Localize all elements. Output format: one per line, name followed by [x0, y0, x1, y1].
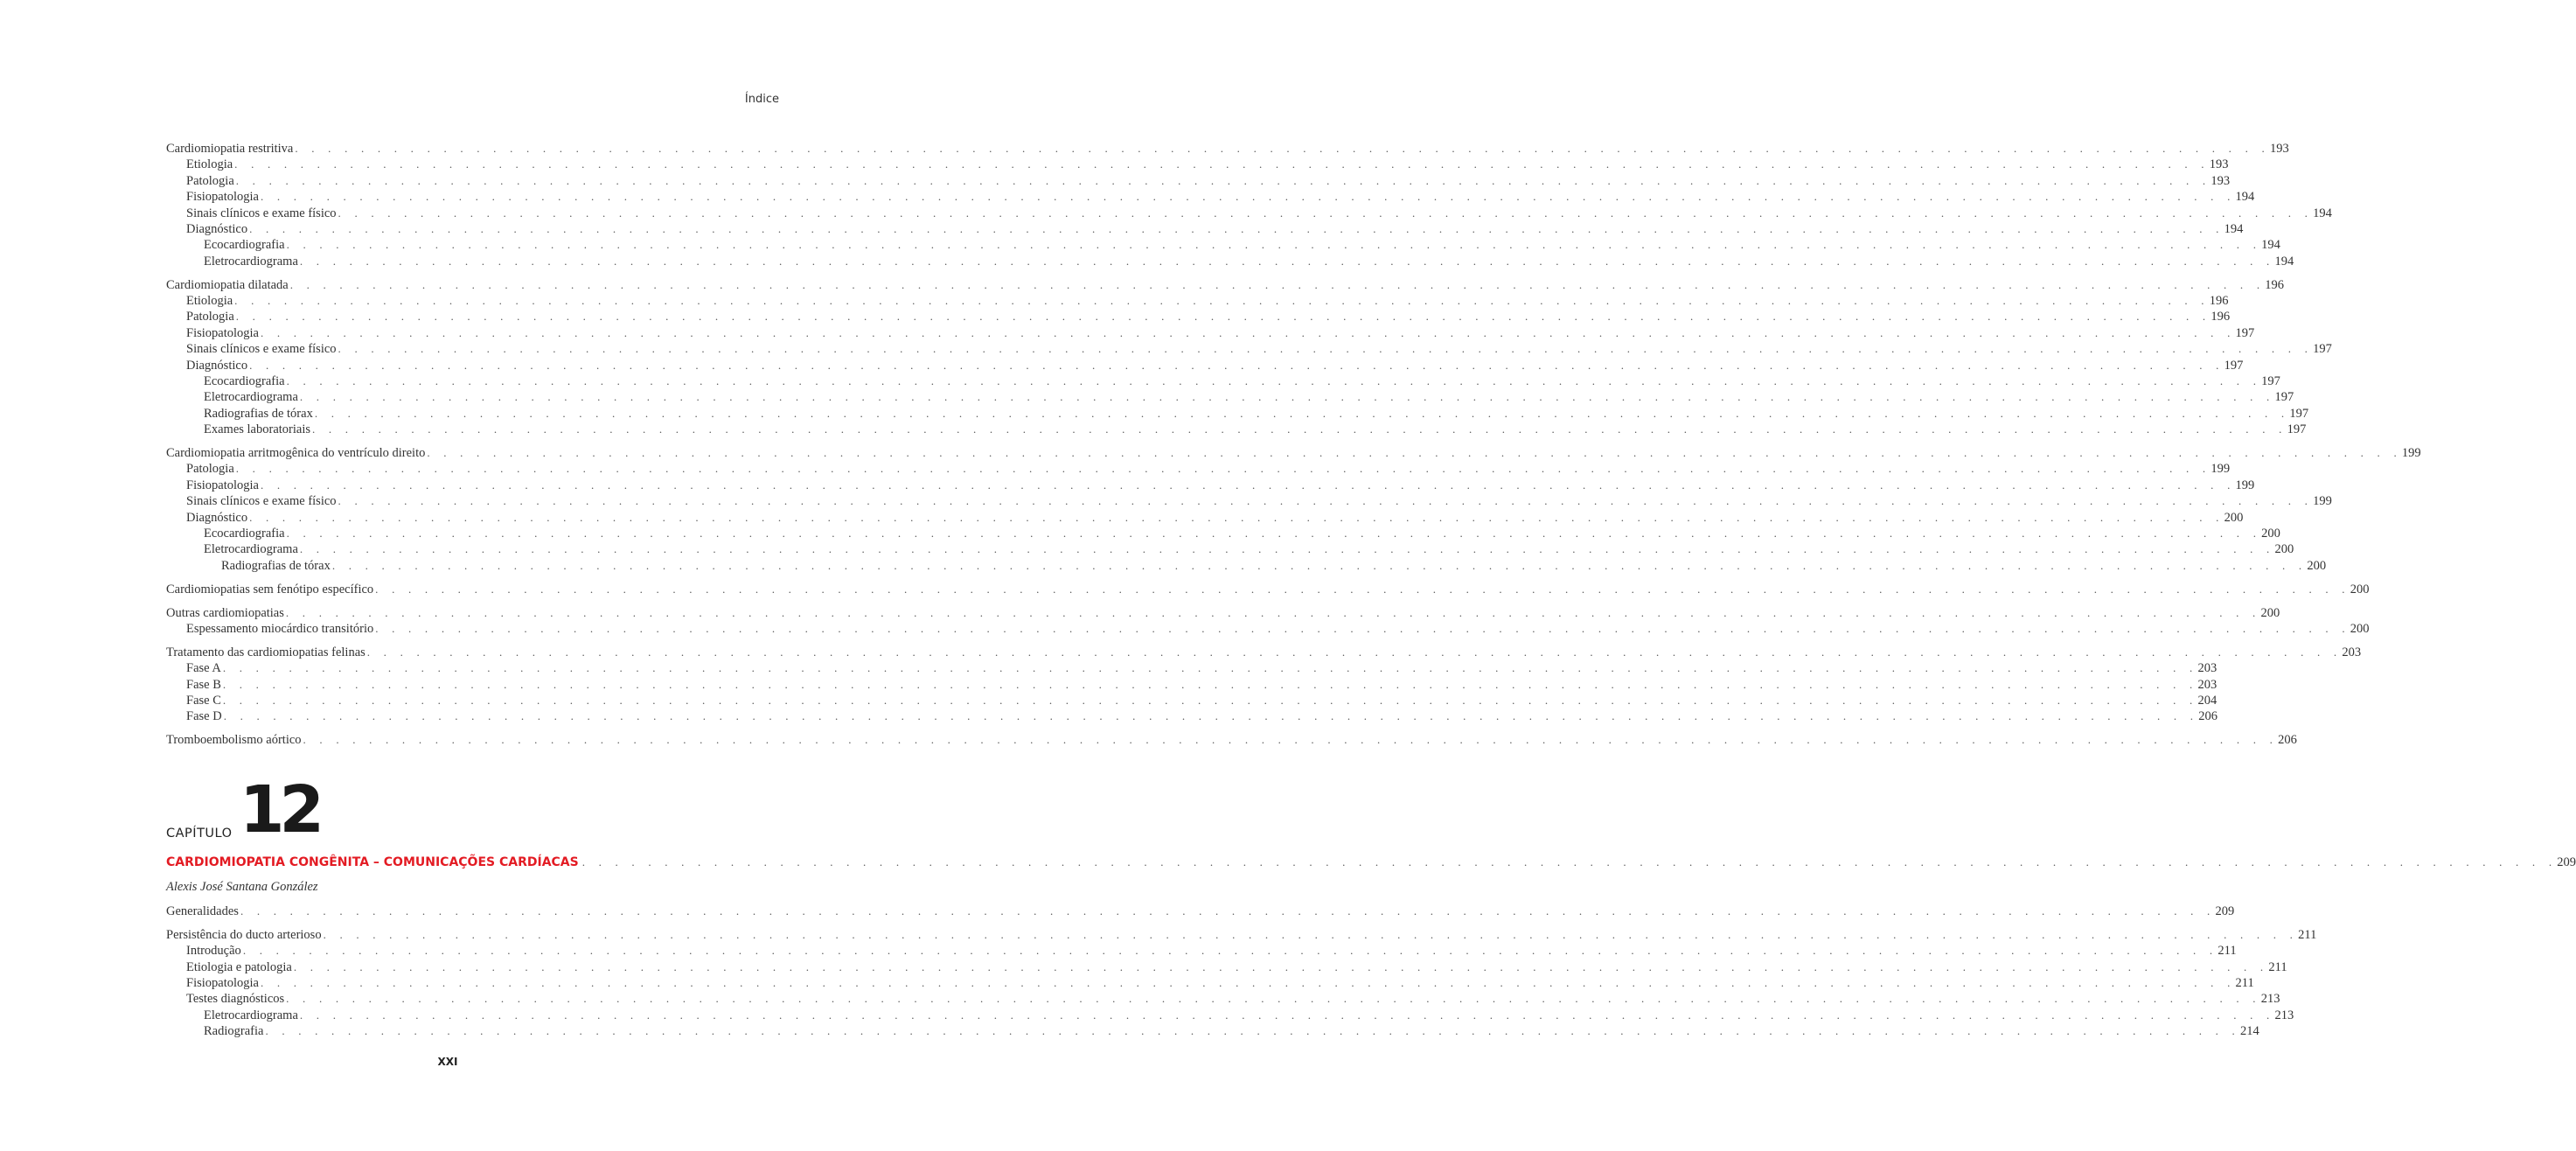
toc-entry-page: 194 [2224, 221, 2244, 236]
chapter-title-entry[interactable] [166, 855, 2576, 870]
toc-entry-page: 196 [2265, 277, 2285, 292]
toc-entry[interactable] [166, 975, 2254, 991]
dot-leader: . . . . . . . . . . . . . . . . . . . . . . . . . . . . . . . . . . . . . . . . . . . . . . . . . . . . . . . . . . . . . . . . . . . . . . . . . . . . . . . . . . . . . . . . . . . . . . . . . . . . . . . . . . . . . . . . . . . . . . . . [249, 358, 2224, 372]
toc-entry[interactable] [166, 927, 2317, 943]
toc-entry-page: 197 [2274, 390, 2294, 405]
toc-entry-label: Fisiopatologia [186, 976, 259, 991]
toc-entry[interactable] [166, 943, 2237, 959]
toc-entry[interactable] [166, 341, 2332, 357]
dot-leader: . . . . . . . . . . . . . . . . . . . . . . . . . . . . . . . . . . . . . . . . . . . . . . . . . . . . . . . . . . . . . . . . . . . . . . . . . . . . . . . . . . . . . . . . . . . . . . . . . . . . . . . . . . . . . . . . . . . . . . . . [260, 190, 2236, 204]
toc-group [166, 277, 2332, 438]
toc-entry[interactable] [166, 526, 2280, 541]
toc-entry-page: 197 [2261, 373, 2280, 388]
toc-entry-page: 203 [2342, 645, 2362, 659]
toc-entry[interactable] [166, 445, 2421, 461]
dot-leader: . . . . . . . . . . . . . . . . . . . . . . . . . . . . . . . . . . . . . . . . . . . . . . . . . . . . . . . . . . . . . . . . . . . . . . . . . . . . . . . . . . . . . . . . . . . . . . . . . . . . . . . . . . . . . . . . . . . . . . . . [331, 558, 2308, 572]
toc-group [166, 605, 2370, 638]
toc-entry[interactable] [166, 422, 2307, 437]
toc-entry-label: Fase A [186, 661, 221, 676]
toc-entry[interactable] [166, 358, 2244, 373]
dot-leader: . . . . . . . . . . . . . . . . . . . . . . . . . . . . . . . . . . . . . . . . . . . . . . . . . . . . . . . . . . . . . . . . . . . . . . . . . . . . . . . . . . . . . . . . . . . . . . . . . . . . . . . . . . . . . . . . . . . . . . . . [299, 254, 2275, 268]
toc-entry-page: 196 [2210, 310, 2231, 324]
dot-leader: . . . . . . . . . . . . . . . . . . . . . . . . . . . . . . . . . . . . . . . . . . . . . . . . . . . . . . . . . . . . . . . . . . . . . . . . . . . . . . . . . . . . . . . . . . . . . . . . . . . . . . . . . . . . . . . . . . . . . . . . [338, 206, 2314, 220]
dot-leader: . . . . . . . . . . . . . . . . . . . . . . . . . . . . . . . . . . . . . . . . . . . . . . . . . . . . . . . . . . . . . . . . . . . . . . . . . . . . . . . . . . . . . . . . . . . . . . . . . . . . . . . . . . . . . . . . . . . . . . . . [375, 621, 2350, 635]
toc-entry[interactable] [166, 406, 2309, 422]
dot-leader: . . . . . . . . . . . . . . . . . . . . . . . . . . . . . . . . . . . . . . . . . . . . . . . . . . . . . . . . . . . . . . . . . . . . . . . . . . . . . . . . . . . . . . . . . . . . . . . . . . . . . . . . . . . . . . . . . . . . . . . . [299, 1008, 2275, 1022]
toc-entry[interactable] [166, 558, 2327, 574]
page-folio: XXI [437, 1056, 458, 1068]
table-of-contents-bottom [166, 903, 2317, 1047]
dot-leader: . . . . . . . . . . . . . . . . . . . . . . . . . . . . . . . . . . . . . . . . . . . . . . . . . . . . . . . . . . . . . . . . . . . . . . . . . . . . . . . . . . . . . . . . . . . . . . . . . . . . . . . . . . . . . . . . . . . . . . . . [222, 694, 2198, 707]
toc-entry-label: Cardiomiopatias sem fenótipo específico [166, 582, 374, 596]
toc-entry-label: Ecocardiografia [204, 373, 285, 388]
toc-entry-page: 193 [2210, 173, 2231, 188]
toc-entry-label: Fase B [186, 677, 221, 692]
toc-entry-page: 213 [2260, 992, 2280, 1007]
toc-group [166, 582, 2370, 597]
toc-entry-page: 200 [2274, 542, 2294, 557]
dot-leader: . . . . . . . . . . . . . . . . . . . . . . . . . . . . . . . . . . . . . . . . . . . . . . . . . . . . . . . . . . . . . . . . . . . . . . . . . . . . . . . . . . . . . . . . . . . . . . . . . . . . . . . . . . . . . . . . . . . . . . . . [222, 661, 2198, 675]
chapter-title: CARDIOMIOPATIA CONGÊNITA – COMUNICAÇÕES CARDÍACAS [166, 855, 579, 869]
toc-group [166, 927, 2317, 1040]
toc-entry[interactable] [166, 373, 2280, 389]
toc-entry[interactable] [166, 582, 2370, 597]
toc-entry-label: Sinais clínicos e exame físico [186, 206, 337, 220]
toc-entry[interactable] [166, 206, 2332, 221]
dot-leader: . . . . . . . . . . . . . . . . . . . . . . . . . . . . . . . . . . . . . . . . . . . . . . . . . . . . . . . . . . . . . . . . . . . . . . . . . . . . . . . . . . . . . . . . . . . . . . . . . . . . . . . . . . . . . . . . . . . . . . . . [242, 944, 2218, 958]
toc-entry-page: 194 [2274, 254, 2294, 269]
toc-group [166, 445, 2421, 574]
toc-entry-label: Radiografia [204, 1024, 264, 1039]
dot-leader: . . . . . . . . . . . . . . . . . . . . . . . . . . . . . . . . . . . . . . . . . . . . . . . . . . . . . . . . . . . . . . . . . . . . . . . . . . . . . . . . . . . . . . . . . . . . . . . . . . . . . . . . . . . . . . . . . . . . . . . . [249, 221, 2224, 235]
toc-entry-label: Espessamento miocárdico transitório [186, 621, 374, 636]
toc-entry-label: Fisiopatologia [186, 190, 259, 205]
toc-entry[interactable] [166, 621, 2370, 637]
toc-entry-label: Etiologia [186, 294, 233, 309]
dot-leader: . . . . . . . . . . . . . . . . . . . . . . . . . . . . . . . . . . . . . . . . . . . . . . . . . . . . . . . . . . . . . . . . . . . . . . . . . . . . . . . . . . . . . . . . . . . . . . . . . . . . . . . . . . . . . . . . . . . . . . . . [260, 976, 2236, 990]
toc-entry-label: Tromboembolismo aórtico [166, 733, 302, 748]
toc-entry[interactable] [166, 325, 2255, 341]
toc-entry-page: 206 [2198, 709, 2217, 724]
toc-entry-page: 199 [2235, 478, 2255, 492]
toc-entry[interactable] [166, 189, 2255, 205]
toc-entry-label: Cardiomiopatia dilatada [166, 277, 289, 292]
toc-entry-label: Cardiomiopatia arritmogênica do ventrículo direito [166, 446, 426, 461]
toc-entry-label: Eletrocardiograma [204, 1008, 298, 1022]
toc-entry-page: 197 [2289, 406, 2309, 421]
toc-entry[interactable] [166, 991, 2280, 1007]
dot-leader: . . . . . . . . . . . . . . . . . . . . . . . . . . . . . . . . . . . . . . . . . . . . . . . . . . . . . . . . . . . . . . . . . . . . . . . . . . . . . . . . . . . . . . . . . . . . . . . . . . . . . . . . . . . . . . . . . . . . . . . . [234, 157, 2210, 171]
dot-leader: . . . . . . . . . . . . . . . . . . . . . . . . . . . . . . . . . . . . . . . . . . . . . . . . . . . . . . . . . . . . . . . . . . . . . . . . . . . . . . . . . . . . . . . . . . . . . . . . . . . . . . . . . . . . . . . . . . . . . . . . [289, 277, 2266, 291]
dot-leader: . . . . . . . . . . . . . . . . . . . . . . . . . . . . . . . . . . . . . . . . . . . . . . . . . . . . . . . . . . . . . . . . . . . . . . . . . . . . . . . . . . . . . . . . . . . . . . . . . . . . . . . . . . . . . . . . . . . . . . . . [235, 310, 2211, 324]
toc-entry-page: 200 [2224, 510, 2244, 525]
toc-entry-page: 211 [2235, 976, 2254, 991]
toc-entry-page: 199 [2401, 446, 2421, 461]
toc-entry-page: 206 [2278, 733, 2297, 748]
toc-entry-label: Patologia [186, 173, 234, 188]
dot-leader: . . . . . . . . . . . . . . . . . . . . . . . . . . . . . . . . . . . . . . . . . . . . . . . . . . . . . . . . . . . . . . . . . . . . . . . . . . . . . . . . . . . . . . . . . . . . . . . . . . . . . . . . . . . . . . . . . . . . . . . . [235, 462, 2211, 476]
toc-entry-page: 194 [2235, 190, 2255, 205]
toc-entry-page: 197 [2287, 422, 2307, 437]
toc-entry[interactable] [166, 237, 2280, 253]
toc-entry-label: Sinais clínicos e exame físico [186, 342, 337, 357]
toc-entry-page: 194 [2313, 206, 2332, 220]
toc-entry[interactable] [166, 309, 2231, 324]
dot-leader: . . . . . . . . . . . . . . . . . . . . . . . . . . . . . . . . . . . . . . . . . . . . . . . . . . . . . . . . . . . . . . . . . . . . . . . . . . . . . . . . . . . . . . . . . . . . . . . . . . . . . . . . . . . . . . . . . . . . . . . . [581, 855, 2558, 868]
toc-entry-page: 214 [2240, 1024, 2259, 1039]
chapter-label: CAPÍTULO [166, 827, 233, 841]
dot-leader: . . . . . . . . . . . . . . . . . . . . . . . . . . . . . . . . . . . . . . . . . . . . . . . . . . . . . . . . . . . . . . . . . . . . . . . . . . . . . . . . . . . . . . . . . . . . . . . . . . . . . . . . . . . . . . . . . . . . . . . . [235, 173, 2211, 187]
toc-entry-page: 197 [2224, 358, 2244, 373]
dot-leader: . . . . . . . . . . . . . . . . . . . . . . . . . . . . . . . . . . . . . . . . . . . . . . . . . . . . . . . . . . . . . . . . . . . . . . . . . . . . . . . . . . . . . . . . . . . . . . . . . . . . . . . . . . . . . . . . . . . . . . . . [323, 927, 2299, 941]
toc-entry[interactable] [166, 493, 2332, 509]
toc-entry[interactable] [166, 959, 2287, 975]
toc-entry-page: 199 [2210, 462, 2231, 477]
toc-entry-label: Cardiomiopatia restritiva [166, 142, 294, 156]
toc-entry-page: 197 [2235, 325, 2255, 340]
dot-leader: . . . . . . . . . . . . . . . . . . . . . . . . . . . . . . . . . . . . . . . . . . . . . . . . . . . . . . . . . . . . . . . . . . . . . . . . . . . . . . . . . . . . . . . . . . . . . . . . . . . . . . . . . . . . . . . . . . . . . . . . [223, 709, 2199, 723]
toc-entry-label: Testes diagnósticos [186, 992, 285, 1007]
dot-leader: . . . . . . . . . . . . . . . . . . . . . . . . . . . . . . . . . . . . . . . . . . . . . . . . . . . . . . . . . . . . . . . . . . . . . . . . . . . . . . . . . . . . . . . . . . . . . . . . . . . . . . . . . . . . . . . . . . . . . . . . [293, 959, 2269, 973]
toc-entry[interactable] [166, 605, 2280, 621]
toc-entry-page: 194 [2261, 238, 2280, 253]
toc-entry-label: Introdução [186, 944, 241, 959]
toc-entry-page: 211 [2217, 944, 2237, 959]
dot-leader: . . . . . . . . . . . . . . . . . . . . . . . . . . . . . . . . . . . . . . . . . . . . . . . . . . . . . . . . . . . . . . . . . . . . . . . . . . . . . . . . . . . . . . . . . . . . . . . . . . . . . . . . . . . . . . . . . . . . . . . . [286, 526, 2262, 540]
toc-entry-page: 197 [2313, 342, 2332, 357]
toc-entry-label: Patologia [186, 462, 234, 477]
toc-entry-page: 203 [2197, 677, 2217, 692]
toc-entry[interactable] [166, 645, 2362, 660]
chapter-number: 12 [240, 772, 319, 848]
toc-entry-page: 211 [2268, 959, 2287, 974]
dot-leader: . . . . . . . . . . . . . . . . . . . . . . . . . . . . . . . . . . . . . . . . . . . . . . . . . . . . . . . . . . . . . . . . . . . . . . . . . . . . . . . . . . . . . . . . . . . . . . . . . . . . . . . . . . . . . . . . . . . . . . . . [222, 677, 2198, 691]
toc-entry-label: Ecocardiografia [204, 526, 285, 541]
toc-entry-label: Fase C [186, 694, 221, 708]
dot-leader: . . . . . . . . . . . . . . . . . . . . . . . . . . . . . . . . . . . . . . . . . . . . . . . . . . . . . . . . . . . . . . . . . . . . . . . . . . . . . . . . . . . . . . . . . . . . . . . . . . . . . . . . . . . . . . . . . . . . . . . . [286, 373, 2262, 387]
running-head: Índice [744, 93, 779, 106]
toc-entry[interactable] [166, 541, 2294, 557]
toc-entry-label: Sinais clínicos e exame físico [186, 494, 337, 509]
dot-leader: . . . . . . . . . . . . . . . . . . . . . . . . . . . . . . . . . . . . . . . . . . . . . . . . . . . . . . . . . . . . . . . . . . . . . . . . . . . . . . . . . . . . . . . . . . . . . . . . . . . . . . . . . . . . . . . . . . . . . . . . [427, 446, 2402, 460]
toc-entry-label: Generalidades [166, 904, 239, 918]
toc-entry-page: 193 [2269, 142, 2289, 156]
toc-entry-label: Eletrocardiograma [204, 390, 298, 405]
toc-entry-label: Eletrocardiograma [204, 254, 298, 269]
toc-entry-label: Tratamento das cardiomiopatias felinas [166, 645, 366, 659]
toc-entry-label: Exames laboratoriais [204, 422, 310, 437]
toc-entry-page: 203 [2197, 661, 2217, 676]
dot-leader: . . . . . . . . . . . . . . . . . . . . . . . . . . . . . . . . . . . . . . . . . . . . . . . . . . . . . . . . . . . . . . . . . . . . . . . . . . . . . . . . . . . . . . . . . . . . . . . . . . . . . . . . . . . . . . . . . . . . . . . . [240, 904, 2216, 917]
toc-entry[interactable] [166, 221, 2244, 237]
dot-leader: . . . . . . . . . . . . . . . . . . . . . . . . . . . . . . . . . . . . . . . . . . . . . . . . . . . . . . . . . . . . . . . . . . . . . . . . . . . . . . . . . . . . . . . . . . . . . . . . . . . . . . . . . . . . . . . . . . . . . . . . [375, 582, 2350, 596]
dot-leader: . . . . . . . . . . . . . . . . . . . . . . . . . . . . . . . . . . . . . . . . . . . . . . . . . . . . . . . . . . . . . . . . . . . . . . . . . . . . . . . . . . . . . . . . . . . . . . . . . . . . . . . . . . . . . . . . . . . . . . . . [286, 992, 2261, 1006]
toc-entry-label: Persistência do ducto arterioso [166, 927, 322, 942]
dot-leader: . . . . . . . . . . . . . . . . . . . . . . . . . . . . . . . . . . . . . . . . . . . . . . . . . . . . . . . . . . . . . . . . . . . . . . . . . . . . . . . . . . . . . . . . . . . . . . . . . . . . . . . . . . . . . . . . . . . . . . . . [338, 494, 2314, 508]
toc-entry-page: 200 [2350, 621, 2370, 636]
toc-entry-page: 200 [2260, 605, 2280, 620]
toc-entry-label: Fisiopatologia [186, 325, 259, 340]
toc-entry-page: 200 [2350, 582, 2370, 596]
dot-leader: . . . . . . . . . . . . . . . . . . . . . . . . . . . . . . . . . . . . . . . . . . . . . . . . . . . . . . . . . . . . . . . . . . . . . . . . . . . . . . . . . . . . . . . . . . . . . . . . . . . . . . . . . . . . . . . . . . . . . . . . [295, 142, 2270, 155]
toc-entry[interactable] [166, 510, 2244, 526]
toc-entry[interactable] [166, 157, 2229, 172]
dot-leader: . . . . . . . . . . . . . . . . . . . . . . . . . . . . . . . . . . . . . . . . . . . . . . . . . . . . . . . . . . . . . . . . . . . . . . . . . . . . . . . . . . . . . . . . . . . . . . . . . . . . . . . . . . . . . . . . . . . . . . . . [285, 605, 2261, 619]
toc-entry-label: Etiologia [186, 157, 233, 172]
toc-entry[interactable] [166, 254, 2294, 269]
toc-entry[interactable] [166, 1023, 2259, 1039]
toc-entry[interactable] [166, 277, 2285, 293]
toc-entry-label: Etiologia e patologia [186, 959, 292, 974]
toc-entry-page: 199 [2313, 494, 2332, 509]
dot-leader: . . . . . . . . . . . . . . . . . . . . . . . . . . . . . . . . . . . . . . . . . . . . . . . . . . . . . . . . . . . . . . . . . . . . . . . . . . . . . . . . . . . . . . . . . . . . . . . . . . . . . . . . . . . . . . . . . . . . . . . . [234, 294, 2210, 308]
toc-entry[interactable] [166, 693, 2217, 708]
toc-entry-label: Radiografias de tórax [221, 558, 331, 573]
toc-entry-label: Diagnóstico [186, 510, 248, 525]
toc-entry-page: 213 [2274, 1008, 2294, 1022]
toc-entry-page: 211 [2298, 927, 2317, 942]
toc-entry[interactable] [166, 293, 2229, 309]
toc-entry-label: Diagnóstico [186, 221, 248, 236]
dot-leader: . . . . . . . . . . . . . . . . . . . . . . . . . . . . . . . . . . . . . . . . . . . . . . . . . . . . . . . . . . . . . . . . . . . . . . . . . . . . . . . . . . . . . . . . . . . . . . . . . . . . . . . . . . . . . . . . . . . . . . . . [299, 390, 2275, 404]
dot-leader: . . . . . . . . . . . . . . . . . . . . . . . . . . . . . . . . . . . . . . . . . . . . . . . . . . . . . . . . . . . . . . . . . . . . . . . . . . . . . . . . . . . . . . . . . . . . . . . . . . . . . . . . . . . . . . . . . . . . . . . . [286, 238, 2262, 252]
toc-entry[interactable] [166, 478, 2255, 493]
dot-leader: . . . . . . . . . . . . . . . . . . . . . . . . . . . . . . . . . . . . . . . . . . . . . . . . . . . . . . . . . . . . . . . . . . . . . . . . . . . . . . . . . . . . . . . . . . . . . . . . . . . . . . . . . . . . . . . . . . . . . . . . [299, 542, 2275, 556]
toc-entry[interactable] [166, 677, 2217, 693]
toc-entry[interactable] [166, 708, 2217, 724]
toc-entry-label: Outras cardiomiopatias [166, 605, 284, 620]
toc-entry-label: Eletrocardiograma [204, 542, 298, 557]
dot-leader: . . . . . . . . . . . . . . . . . . . . . . . . . . . . . . . . . . . . . . . . . . . . . . . . . . . . . . . . . . . . . . . . . . . . . . . . . . . . . . . . . . . . . . . . . . . . . . . . . . . . . . . . . . . . . . . . . . . . . . . . [265, 1024, 2241, 1038]
toc-entry-page: 204 [2197, 694, 2217, 708]
toc-entry-page: 200 [2307, 558, 2327, 573]
toc-entry-page: 193 [2209, 157, 2229, 172]
toc-entry[interactable] [166, 141, 2289, 157]
chapter-title-page: 209 [2557, 855, 2576, 869]
toc-entry[interactable] [166, 903, 2235, 919]
table-of-contents-top [166, 141, 2421, 756]
dot-leader: . . . . . . . . . . . . . . . . . . . . . . . . . . . . . . . . . . . . . . . . . . . . . . . . . . . . . . . . . . . . . . . . . . . . . . . . . . . . . . . . . . . . . . . . . . . . . . . . . . . . . . . . . . . . . . . . . . . . . . . . [314, 406, 2290, 420]
toc-group [166, 141, 2332, 269]
toc-entry-label: Ecocardiografia [204, 238, 285, 253]
toc-entry-page: 196 [2209, 294, 2229, 309]
toc-entry-label: Fisiopatologia [186, 478, 259, 492]
toc-entry-label: Patologia [186, 310, 234, 324]
toc-entry-page: 209 [2215, 904, 2235, 918]
dot-leader: . . . . . . . . . . . . . . . . . . . . . . . . . . . . . . . . . . . . . . . . . . . . . . . . . . . . . . . . . . . . . . . . . . . . . . . . . . . . . . . . . . . . . . . . . . . . . . . . . . . . . . . . . . . . . . . . . . . . . . . . [249, 510, 2224, 524]
toc-entry[interactable] [166, 389, 2294, 405]
dot-leader: . . . . . . . . . . . . . . . . . . . . . . . . . . . . . . . . . . . . . . . . . . . . . . . . . . . . . . . . . . . . . . . . . . . . . . . . . . . . . . . . . . . . . . . . . . . . . . . . . . . . . . . . . . . . . . . . . . . . . . . . [366, 645, 2343, 659]
toc-entry-page: 200 [2261, 526, 2280, 541]
toc-entry-label: Fase D [186, 709, 222, 724]
toc-entry[interactable] [166, 173, 2231, 189]
toc-entry-label: Radiografias de tórax [204, 406, 313, 421]
dot-leader: . . . . . . . . . . . . . . . . . . . . . . . . . . . . . . . . . . . . . . . . . . . . . . . . . . . . . . . . . . . . . . . . . . . . . . . . . . . . . . . . . . . . . . . . . . . . . . . . . . . . . . . . . . . . . . . . . . . . . . . . [338, 342, 2314, 356]
toc-entry-label: Diagnóstico [186, 358, 248, 373]
toc-group [166, 903, 2235, 919]
toc-group [166, 645, 2362, 725]
dot-leader: . . . . . . . . . . . . . . . . . . . . . . . . . . . . . . . . . . . . . . . . . . . . . . . . . . . . . . . . . . . . . . . . . . . . . . . . . . . . . . . . . . . . . . . . . . . . . . . . . . . . . . . . . . . . . . . . . . . . . . . . [303, 733, 2279, 747]
chapter-author: Alexis José Santana González [166, 880, 318, 894]
toc-entry[interactable] [166, 732, 2297, 748]
toc-entry[interactable] [166, 660, 2217, 676]
dot-leader: . . . . . . . . . . . . . . . . . . . . . . . . . . . . . . . . . . . . . . . . . . . . . . . . . . . . . . . . . . . . . . . . . . . . . . . . . . . . . . . . . . . . . . . . . . . . . . . . . . . . . . . . . . . . . . . . . . . . . . . . [260, 478, 2236, 492]
toc-entry[interactable] [166, 1008, 2294, 1023]
dot-leader: . . . . . . . . . . . . . . . . . . . . . . . . . . . . . . . . . . . . . . . . . . . . . . . . . . . . . . . . . . . . . . . . . . . . . . . . . . . . . . . . . . . . . . . . . . . . . . . . . . . . . . . . . . . . . . . . . . . . . . . . [312, 422, 2287, 436]
toc-group [166, 732, 2297, 748]
toc-entry[interactable] [166, 461, 2231, 477]
dot-leader: . . . . . . . . . . . . . . . . . . . . . . . . . . . . . . . . . . . . . . . . . . . . . . . . . . . . . . . . . . . . . . . . . . . . . . . . . . . . . . . . . . . . . . . . . . . . . . . . . . . . . . . . . . . . . . . . . . . . . . . . [260, 325, 2236, 339]
